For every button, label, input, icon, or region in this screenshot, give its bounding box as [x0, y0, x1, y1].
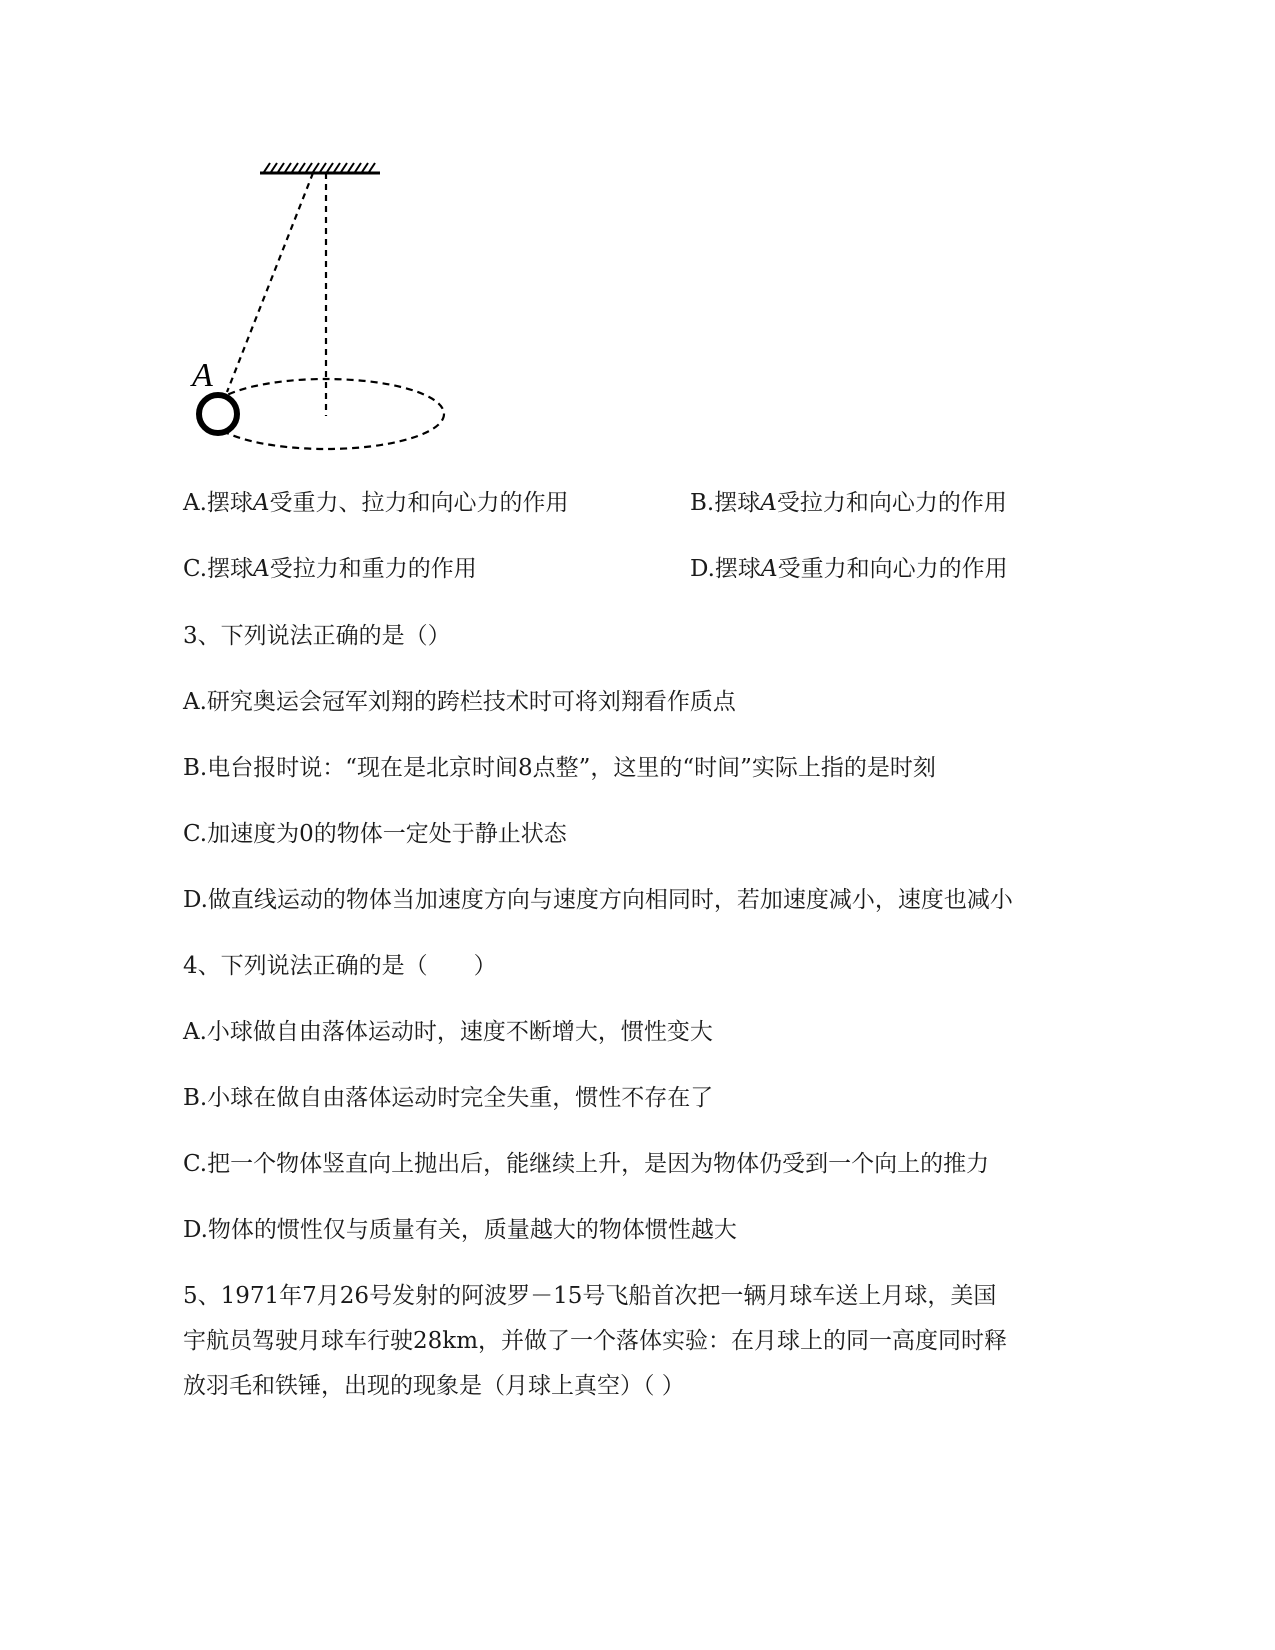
conical-pendulum-figure	[180, 160, 480, 480]
ball-label: A	[192, 357, 213, 394]
q3-option-c: C.加速度为0的物体一定处于静止状态	[183, 821, 567, 847]
q3-option-a: A.研究奥运会冠军刘翔的跨栏技术时可将刘翔看作质点	[183, 689, 736, 715]
q4-stem: 4、下列说法正确的是（ ）	[183, 953, 497, 979]
q2-option-b: B.摆球A受拉力和向心力的作用	[690, 490, 1007, 516]
circular-path	[208, 379, 444, 449]
q3-option-b: B.电台报时说：“现在是北京时间8点整”，这里的“时间”实际上指的是时刻	[183, 755, 936, 781]
q3-option-d: D.做直线运动的物体当加速度方向与速度方向相同时，若加速度减小，速度也减小	[183, 887, 1013, 913]
pendulum-ball	[199, 395, 237, 433]
q5-line-2: 宇航员驾驶月球车行驶28km，并做了一个落体实验：在月球上的同一高度同时释	[183, 1328, 1008, 1354]
q4-option-b: B.小球在做自由落体运动时完全失重，惯性不存在了	[183, 1085, 714, 1111]
pendulum-string	[227, 173, 313, 392]
q4-option-d: D.物体的惯性仅与质量有关，质量越大的物体惯性越大	[183, 1217, 737, 1243]
ceiling-hatching	[264, 163, 375, 172]
q2-option-c: C.摆球A受拉力和重力的作用	[183, 556, 477, 582]
q2-option-a: A.摆球A受重力、拉力和向心力的作用	[183, 490, 569, 516]
q5-line-3: 放羽毛和铁锤，出现的现象是（月球上真空）（ ）	[183, 1373, 685, 1399]
q5-line-1: 5、1971年7月26号发射的阿波罗－15号飞船首次把一辆月球车送上月球，美国	[183, 1283, 997, 1309]
q2-option-d: D.摆球A受重力和向心力的作用	[690, 556, 1008, 582]
q4-option-a: A.小球做自由落体运动时，速度不断增大，惯性变大	[183, 1019, 713, 1045]
q4-option-c: C.把一个物体竖直向上抛出后，能继续上升，是因为物体仍受到一个向上的推力	[183, 1151, 990, 1177]
q3-stem: 3、下列说法正确的是（）	[183, 623, 451, 649]
